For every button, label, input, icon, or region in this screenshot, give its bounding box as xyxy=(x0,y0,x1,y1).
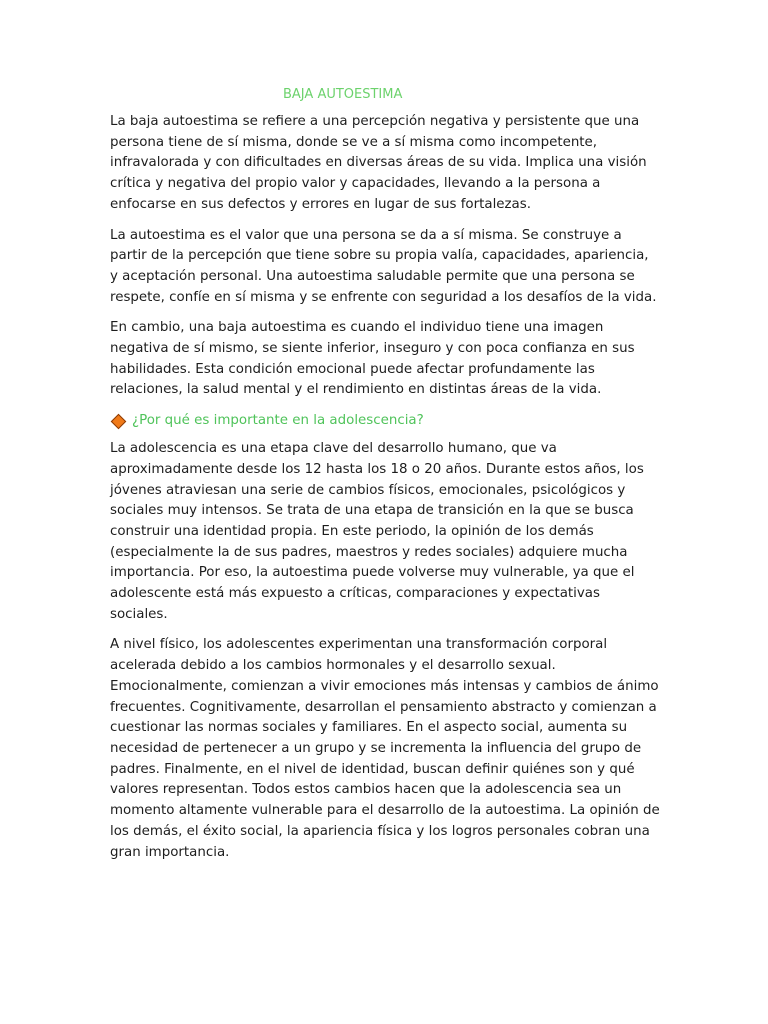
orange-diamond-icon xyxy=(111,413,127,429)
paragraph-autoestima: La autoestima es el valor que una persona se da a sí misma. Se construye a partir de la percepción que tiene sobre su propia valía, capacidades, apariencia, y aceptación personal. Una autoestima saludable permite que una persona se respete, confíe en sí misma y se enfrente con seguridad a los desafíos de la vida. xyxy=(110,227,657,305)
document-title: BAJA AUTOESTIMA xyxy=(283,87,403,102)
paragraph-cambios: A nivel físico, los adolescentes experimentan una transformación corporal acelerada debido a los cambios hormonales y el desarrollo sexual. Emocionalmente, comienzan a vivir emociones más intensas y cambios de ánimo frecuentes. Cognitivamente, desarrollan el pensamiento abstracto y comienzan a cuestionar las normas sociales y familiares. En el aspecto social, aumenta su necesidad de pertenecer a un grupo y se incrementa la influencia del grupo de padres. Finalmente, en el nivel de identidad, buscan definir quiénes son y qué valores representan. Todos estos cambios hacen que la adolescencia sea un momento altamente vulnerable para el desarrollo de la autoestima. La opinión de los demás, el éxito social, la apariencia física y los logros personales cobran una gran importancia. xyxy=(110,637,660,860)
paragraph-adolescencia: La adolescencia es una etapa clave del desarrollo humano, que va aproximadamente desde los 12 hasta los 18 o 20 años. Durante estos años, los jóvenes atraviesan una serie de cambios físicos, emocionales, psicológicos y sociales muy intensos. Se trata de una etapa de transición en la que se busca construir una identidad propia. En este periodo, la opinión de los demás (especialmente la de sus padres, maestros y redes sociales) adquiere mucha importancia. Por eso, la autoestima puede volverse muy vulnerable, ya que el adolescente está más expuesto a críticas, comparaciones y expectativas sociales. xyxy=(110,441,644,622)
section-heading-text: ¿Por qué es importante en la adolescencia? xyxy=(132,413,424,429)
section-heading xyxy=(110,411,660,431)
paragraph-baja-autoestima: En cambio, una baja autoestima es cuando el individuo tiene una imagen negativa de sí mismo, se siente inferior, inseguro y con poca confianza en sus habilidades. Esta condición emocional puede afectar profundamente las relaciones, la salud mental y el rendimiento en distintas áreas de la vida. xyxy=(110,320,635,398)
document-body xyxy=(110,86,660,873)
paragraph-definition: La baja autoestima se refiere a una percepción negativa y persistente que una persona tiene de sí misma, donde se ve a sí misma como incompetente, infravalorada y con dificultades en diversas áreas de su vida. Implica una visión crítica y negativa del propio valor y capacidades, llevando a la persona a enfocarse en sus defectos y errores en lugar de sus fortalezas. xyxy=(110,114,647,212)
